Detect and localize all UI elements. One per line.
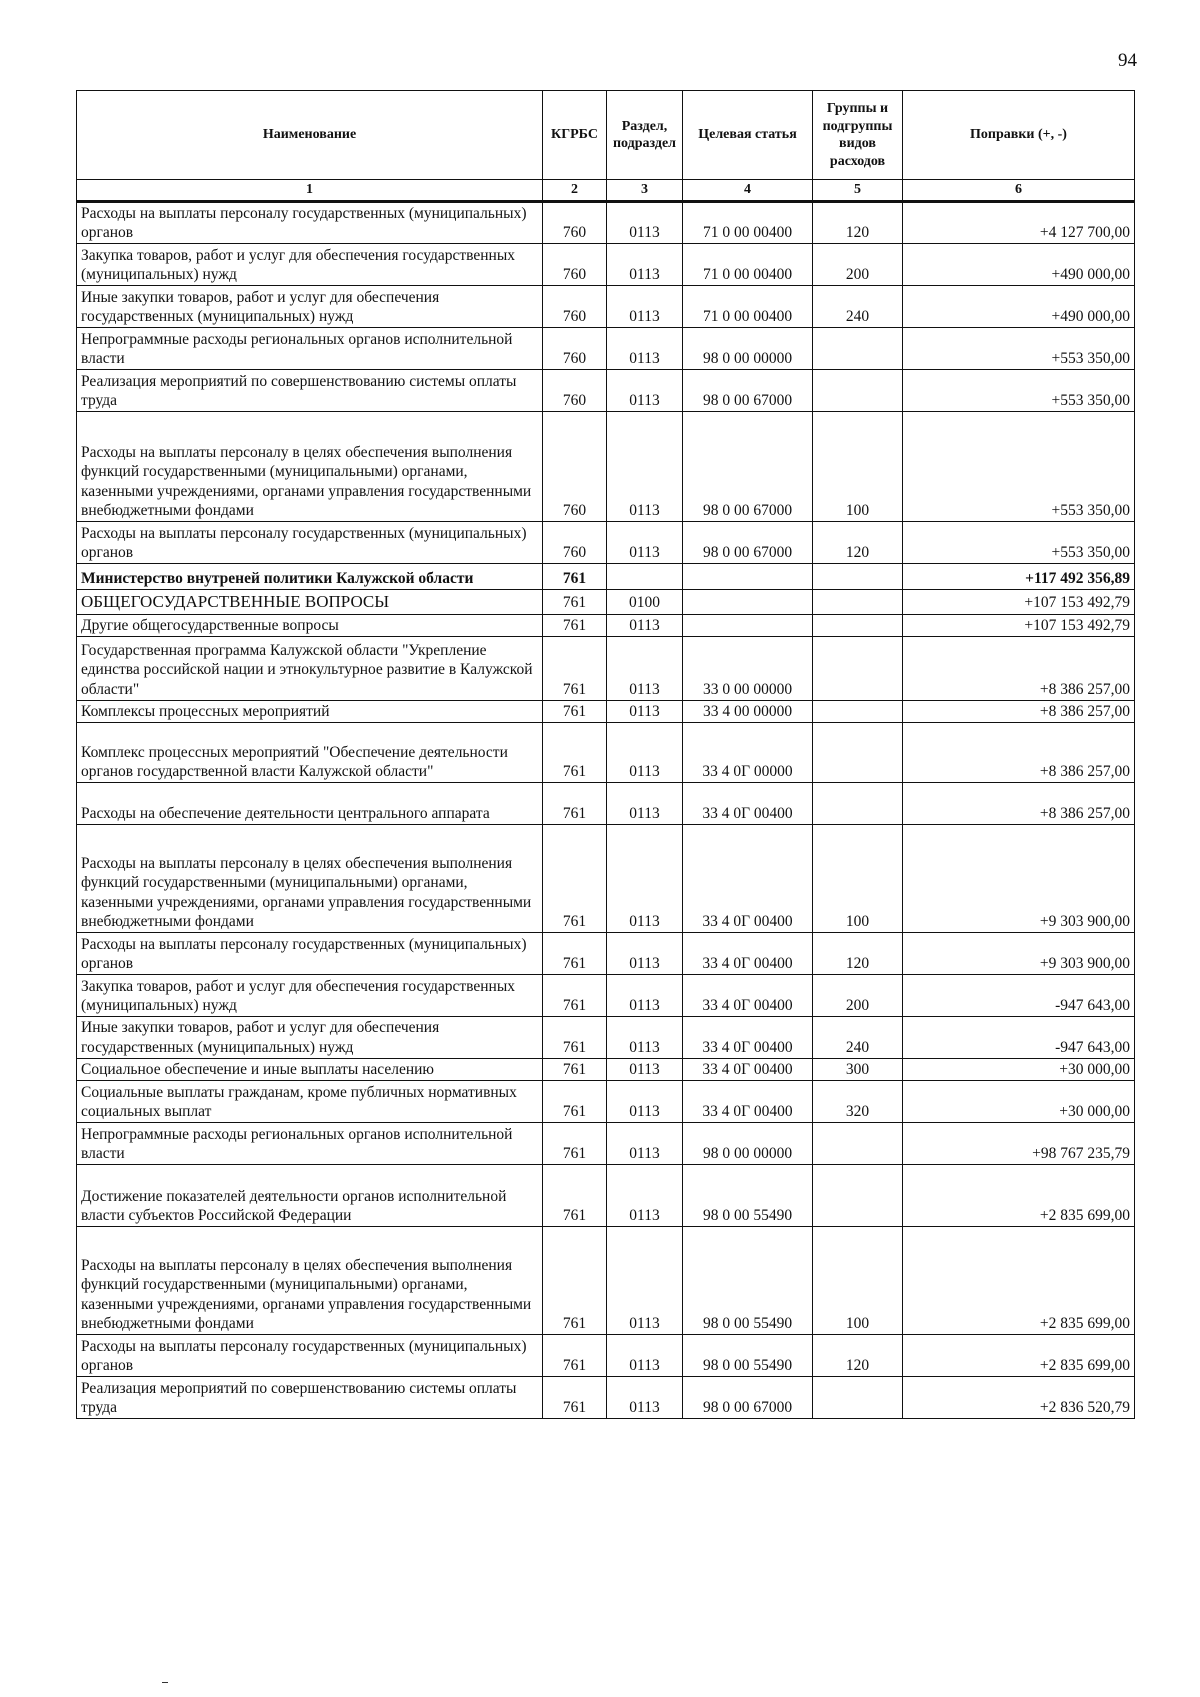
table-row xyxy=(77,723,1135,783)
cell-celevaya: 71 0 00 00400 xyxy=(683,244,813,286)
cell-celevaya: 98 0 00 67000 xyxy=(683,412,813,522)
cell-celevaya: 71 0 00 00400 xyxy=(683,286,813,328)
column-number: 4 xyxy=(683,180,813,202)
cell-name: Достижение показателей деятельности органов исполнительной власти субъектов Российской Федерации xyxy=(77,1165,543,1227)
cell-name: Социальные выплаты гражданам, кроме публичных нормативных социальных выплат xyxy=(77,1081,543,1123)
table-header-row xyxy=(77,91,1135,180)
cell-vid xyxy=(813,723,903,783)
table-row xyxy=(77,1059,1135,1081)
table-row xyxy=(77,1081,1135,1123)
cell-popravki: +8 386 257,00 xyxy=(903,783,1135,825)
cell-vid xyxy=(813,783,903,825)
table-row xyxy=(77,700,1135,722)
cell-name: Комплекс процессных мероприятий "Обеспечение деятельности органов государственной власти Калужской области" xyxy=(77,723,543,783)
cell-popravki: +2 835 699,00 xyxy=(903,1335,1135,1377)
column-number: 6 xyxy=(903,180,1135,202)
cell-vid: 100 xyxy=(813,825,903,933)
cell-vid: 200 xyxy=(813,244,903,286)
cell-name: Расходы на выплаты персоналу государственных (муниципальных) органов xyxy=(77,933,543,975)
cell-vid xyxy=(813,590,903,614)
cell-popravki: +490 000,00 xyxy=(903,286,1135,328)
cell-popravki: +30 000,00 xyxy=(903,1059,1135,1081)
cell-popravki: +107 153 492,79 xyxy=(903,614,1135,636)
table-row xyxy=(77,933,1135,975)
cell-kgrbs: 761 xyxy=(543,1017,607,1059)
cell-popravki: -947 643,00 xyxy=(903,975,1135,1017)
column-number: 3 xyxy=(607,180,683,202)
cell-popravki: +2 835 699,00 xyxy=(903,1227,1135,1335)
cell-kgrbs: 761 xyxy=(543,1081,607,1123)
cell-celevaya: 98 0 00 67000 xyxy=(683,370,813,412)
cell-celevaya: 33 4 0Г 00400 xyxy=(683,933,813,975)
cell-razdel: 0113 xyxy=(607,1059,683,1081)
cell-vid: 120 xyxy=(813,1335,903,1377)
cell-celevaya: 98 0 00 00000 xyxy=(683,1123,813,1165)
cell-razdel: 0113 xyxy=(607,614,683,636)
cell-vid: 240 xyxy=(813,1017,903,1059)
cell-razdel: 0113 xyxy=(607,783,683,825)
cell-name: Расходы на выплаты персоналу государственных (муниципальных) органов xyxy=(77,1335,543,1377)
table-row xyxy=(77,286,1135,328)
table-row xyxy=(77,975,1135,1017)
cell-name: Закупка товаров, работ и услуг для обеспечения государственных (муниципальных) нужд xyxy=(77,244,543,286)
cell-name: Непрограммные расходы региональных органов исполнительной власти xyxy=(77,1123,543,1165)
cell-name: Иные закупки товаров, работ и услуг для обеспечения государственных (муниципальных) нужд xyxy=(77,1017,543,1059)
cell-popravki: +490 000,00 xyxy=(903,244,1135,286)
column-number: 5 xyxy=(813,180,903,202)
cell-razdel: 0113 xyxy=(607,1081,683,1123)
cell-razdel: 0100 xyxy=(607,590,683,614)
cell-name: Расходы на выплаты персоналу государственных (муниципальных) органов xyxy=(77,201,543,244)
cell-kgrbs: 760 xyxy=(543,286,607,328)
cell-razdel: 0113 xyxy=(607,1335,683,1377)
table-row xyxy=(77,522,1135,564)
cell-kgrbs: 761 xyxy=(543,700,607,722)
cell-popravki: +9 303 900,00 xyxy=(903,825,1135,933)
cell-celevaya: 98 0 00 55490 xyxy=(683,1227,813,1335)
cell-name: Расходы на выплаты персоналу в целях обеспечения выполнения функций государственными (муниципальными) органами, казенными учреждениями, органами управления государственными внебюджетными фондами xyxy=(77,825,543,933)
table-row xyxy=(77,783,1135,825)
cell-razdel: 0113 xyxy=(607,723,683,783)
table-row xyxy=(77,1165,1135,1227)
cell-vid xyxy=(813,328,903,370)
table-row xyxy=(77,328,1135,370)
cell-kgrbs: 761 xyxy=(543,636,607,700)
cell-razdel: 0113 xyxy=(607,1227,683,1335)
cell-celevaya: 98 0 00 67000 xyxy=(683,1377,813,1419)
cell-kgrbs: 760 xyxy=(543,522,607,564)
header-name: Наименование xyxy=(77,91,543,180)
cell-popravki: +9 303 900,00 xyxy=(903,933,1135,975)
cell-razdel xyxy=(607,564,683,590)
cell-kgrbs: 760 xyxy=(543,244,607,286)
table-row xyxy=(77,1227,1135,1335)
cell-kgrbs: 761 xyxy=(543,783,607,825)
cell-name: Расходы на выплаты персоналу в целях обеспечения выполнения функций государственными (муниципальными) органами, казенными учреждениями, органами управления государственными внебюджетными фондами xyxy=(77,1227,543,1335)
cell-razdel: 0113 xyxy=(607,1017,683,1059)
table-row xyxy=(77,370,1135,412)
cell-razdel: 0113 xyxy=(607,825,683,933)
cell-kgrbs: 760 xyxy=(543,201,607,244)
cell-popravki: +98 767 235,79 xyxy=(903,1123,1135,1165)
cell-vid xyxy=(813,1123,903,1165)
cell-celevaya: 33 0 00 00000 xyxy=(683,636,813,700)
cell-vid xyxy=(813,700,903,722)
cell-kgrbs: 761 xyxy=(543,933,607,975)
cell-kgrbs: 761 xyxy=(543,825,607,933)
budget-amendments-table xyxy=(76,90,1135,1419)
column-number: 2 xyxy=(543,180,607,202)
cell-razdel: 0113 xyxy=(607,1165,683,1227)
cell-popravki: +553 350,00 xyxy=(903,522,1135,564)
cell-vid: 200 xyxy=(813,975,903,1017)
cell-popravki: +8 386 257,00 xyxy=(903,636,1135,700)
cell-celevaya: 33 4 0Г 00000 xyxy=(683,723,813,783)
cell-celevaya xyxy=(683,590,813,614)
cell-kgrbs: 761 xyxy=(543,1227,607,1335)
cell-kgrbs: 760 xyxy=(543,328,607,370)
cell-razdel: 0113 xyxy=(607,370,683,412)
table-row xyxy=(77,1335,1135,1377)
cell-razdel: 0113 xyxy=(607,522,683,564)
cell-popravki: +2 835 699,00 xyxy=(903,1165,1135,1227)
cell-vid xyxy=(813,1377,903,1419)
cell-name: Социальное обеспечение и иные выплаты населению xyxy=(77,1059,543,1081)
cell-kgrbs: 761 xyxy=(543,1377,607,1419)
table-row xyxy=(77,244,1135,286)
cell-name: Комплексы процессных мероприятий xyxy=(77,700,543,722)
cell-kgrbs: 761 xyxy=(543,1335,607,1377)
cell-celevaya: 33 4 0Г 00400 xyxy=(683,1059,813,1081)
cell-vid xyxy=(813,1165,903,1227)
cell-vid: 100 xyxy=(813,412,903,522)
cell-kgrbs: 760 xyxy=(543,370,607,412)
cell-celevaya: 33 4 00 00000 xyxy=(683,700,813,722)
table-row xyxy=(77,412,1135,522)
cell-celevaya: 98 0 00 55490 xyxy=(683,1165,813,1227)
page-number: 94 xyxy=(1118,50,1137,71)
cell-celevaya: 33 4 0Г 00400 xyxy=(683,1081,813,1123)
cell-razdel: 0113 xyxy=(607,1123,683,1165)
cell-celevaya: 98 0 00 55490 xyxy=(683,1335,813,1377)
header-celevaya: Целевая статья xyxy=(683,91,813,180)
cell-celevaya: 33 4 0Г 00400 xyxy=(683,825,813,933)
cell-popravki: +107 153 492,79 xyxy=(903,590,1135,614)
table-row xyxy=(77,1017,1135,1059)
table-row xyxy=(77,201,1135,244)
cell-celevaya xyxy=(683,614,813,636)
cell-vid xyxy=(813,564,903,590)
cell-name: Государственная программа Калужской области "Укрепление единства российской нации и этнокультурное развитие в Калужской области" xyxy=(77,636,543,700)
cell-name: Расходы на обеспечение деятельности центрального аппарата xyxy=(77,783,543,825)
table-row xyxy=(77,564,1135,590)
cell-popravki: +4 127 700,00 xyxy=(903,201,1135,244)
cell-razdel: 0113 xyxy=(607,201,683,244)
cell-razdel: 0113 xyxy=(607,700,683,722)
cell-kgrbs: 761 xyxy=(543,1059,607,1081)
stray-mark xyxy=(162,1682,168,1683)
table-body xyxy=(77,201,1135,1419)
table-row xyxy=(77,614,1135,636)
cell-kgrbs: 761 xyxy=(543,614,607,636)
cell-popravki: -947 643,00 xyxy=(903,1017,1135,1059)
table-row xyxy=(77,1123,1135,1165)
cell-kgrbs: 760 xyxy=(543,412,607,522)
cell-kgrbs: 761 xyxy=(543,975,607,1017)
cell-vid xyxy=(813,370,903,412)
cell-razdel: 0113 xyxy=(607,636,683,700)
cell-razdel: 0113 xyxy=(607,933,683,975)
table-row xyxy=(77,1377,1135,1419)
cell-vid xyxy=(813,614,903,636)
cell-razdel: 0113 xyxy=(607,328,683,370)
cell-name: Закупка товаров, работ и услуг для обеспечения государственных (муниципальных) нужд xyxy=(77,975,543,1017)
cell-popravki: +8 386 257,00 xyxy=(903,723,1135,783)
cell-kgrbs: 761 xyxy=(543,590,607,614)
cell-celevaya: 98 0 00 67000 xyxy=(683,522,813,564)
cell-vid: 120 xyxy=(813,201,903,244)
cell-name: ОБЩЕГОСУДАРСТВЕННЫЕ ВОПРОСЫ xyxy=(77,590,543,614)
cell-celevaya: 33 4 0Г 00400 xyxy=(683,1017,813,1059)
cell-name: Непрограммные расходы региональных органов исполнительной власти xyxy=(77,328,543,370)
cell-popravki: +553 350,00 xyxy=(903,412,1135,522)
cell-razdel: 0113 xyxy=(607,286,683,328)
table-row xyxy=(77,636,1135,700)
cell-razdel: 0113 xyxy=(607,412,683,522)
cell-razdel: 0113 xyxy=(607,1377,683,1419)
cell-popravki: +553 350,00 xyxy=(903,328,1135,370)
cell-name: Расходы на выплаты персоналу государственных (муниципальных) органов xyxy=(77,522,543,564)
cell-kgrbs: 761 xyxy=(543,723,607,783)
cell-celevaya: 98 0 00 00000 xyxy=(683,328,813,370)
cell-celevaya xyxy=(683,564,813,590)
header-kgrbs: КГРБС xyxy=(543,91,607,180)
cell-name: Реализация мероприятий по совершенствованию системы оплаты труда xyxy=(77,370,543,412)
cell-popravki: +30 000,00 xyxy=(903,1081,1135,1123)
cell-vid xyxy=(813,636,903,700)
header-popravki: Поправки (+, -) xyxy=(903,91,1135,180)
cell-vid: 300 xyxy=(813,1059,903,1081)
cell-vid: 120 xyxy=(813,522,903,564)
column-number-row xyxy=(77,180,1135,202)
cell-name: Иные закупки товаров, работ и услуг для обеспечения государственных (муниципальных) нужд xyxy=(77,286,543,328)
table-row xyxy=(77,590,1135,614)
cell-celevaya: 33 4 0Г 00400 xyxy=(683,975,813,1017)
cell-popravki: +553 350,00 xyxy=(903,370,1135,412)
cell-vid: 120 xyxy=(813,933,903,975)
cell-kgrbs: 761 xyxy=(543,564,607,590)
column-number: 1 xyxy=(77,180,543,202)
cell-razdel: 0113 xyxy=(607,244,683,286)
cell-popravki: +8 386 257,00 xyxy=(903,700,1135,722)
cell-popravki: +117 492 356,89 xyxy=(903,564,1135,590)
cell-celevaya: 71 0 00 00400 xyxy=(683,201,813,244)
header-razdel: Раздел, подраздел xyxy=(607,91,683,180)
cell-celevaya: 33 4 0Г 00400 xyxy=(683,783,813,825)
cell-kgrbs: 761 xyxy=(543,1165,607,1227)
cell-kgrbs: 761 xyxy=(543,1123,607,1165)
cell-vid: 240 xyxy=(813,286,903,328)
cell-vid: 100 xyxy=(813,1227,903,1335)
cell-name: Другие общегосударственные вопросы xyxy=(77,614,543,636)
cell-name: Реализация мероприятий по совершенствованию системы оплаты труда xyxy=(77,1377,543,1419)
header-vid: Группы и подгруппы видов расходов xyxy=(813,91,903,180)
cell-name: Министерство внутреней политики Калужской области xyxy=(77,564,543,590)
table-row xyxy=(77,825,1135,933)
cell-vid: 320 xyxy=(813,1081,903,1123)
cell-razdel: 0113 xyxy=(607,975,683,1017)
cell-popravki: +2 836 520,79 xyxy=(903,1377,1135,1419)
cell-name: Расходы на выплаты персоналу в целях обеспечения выполнения функций государственными (муниципальными) органами, казенными учреждениями, органами управления государственными внебюджетными фондами xyxy=(77,412,543,522)
